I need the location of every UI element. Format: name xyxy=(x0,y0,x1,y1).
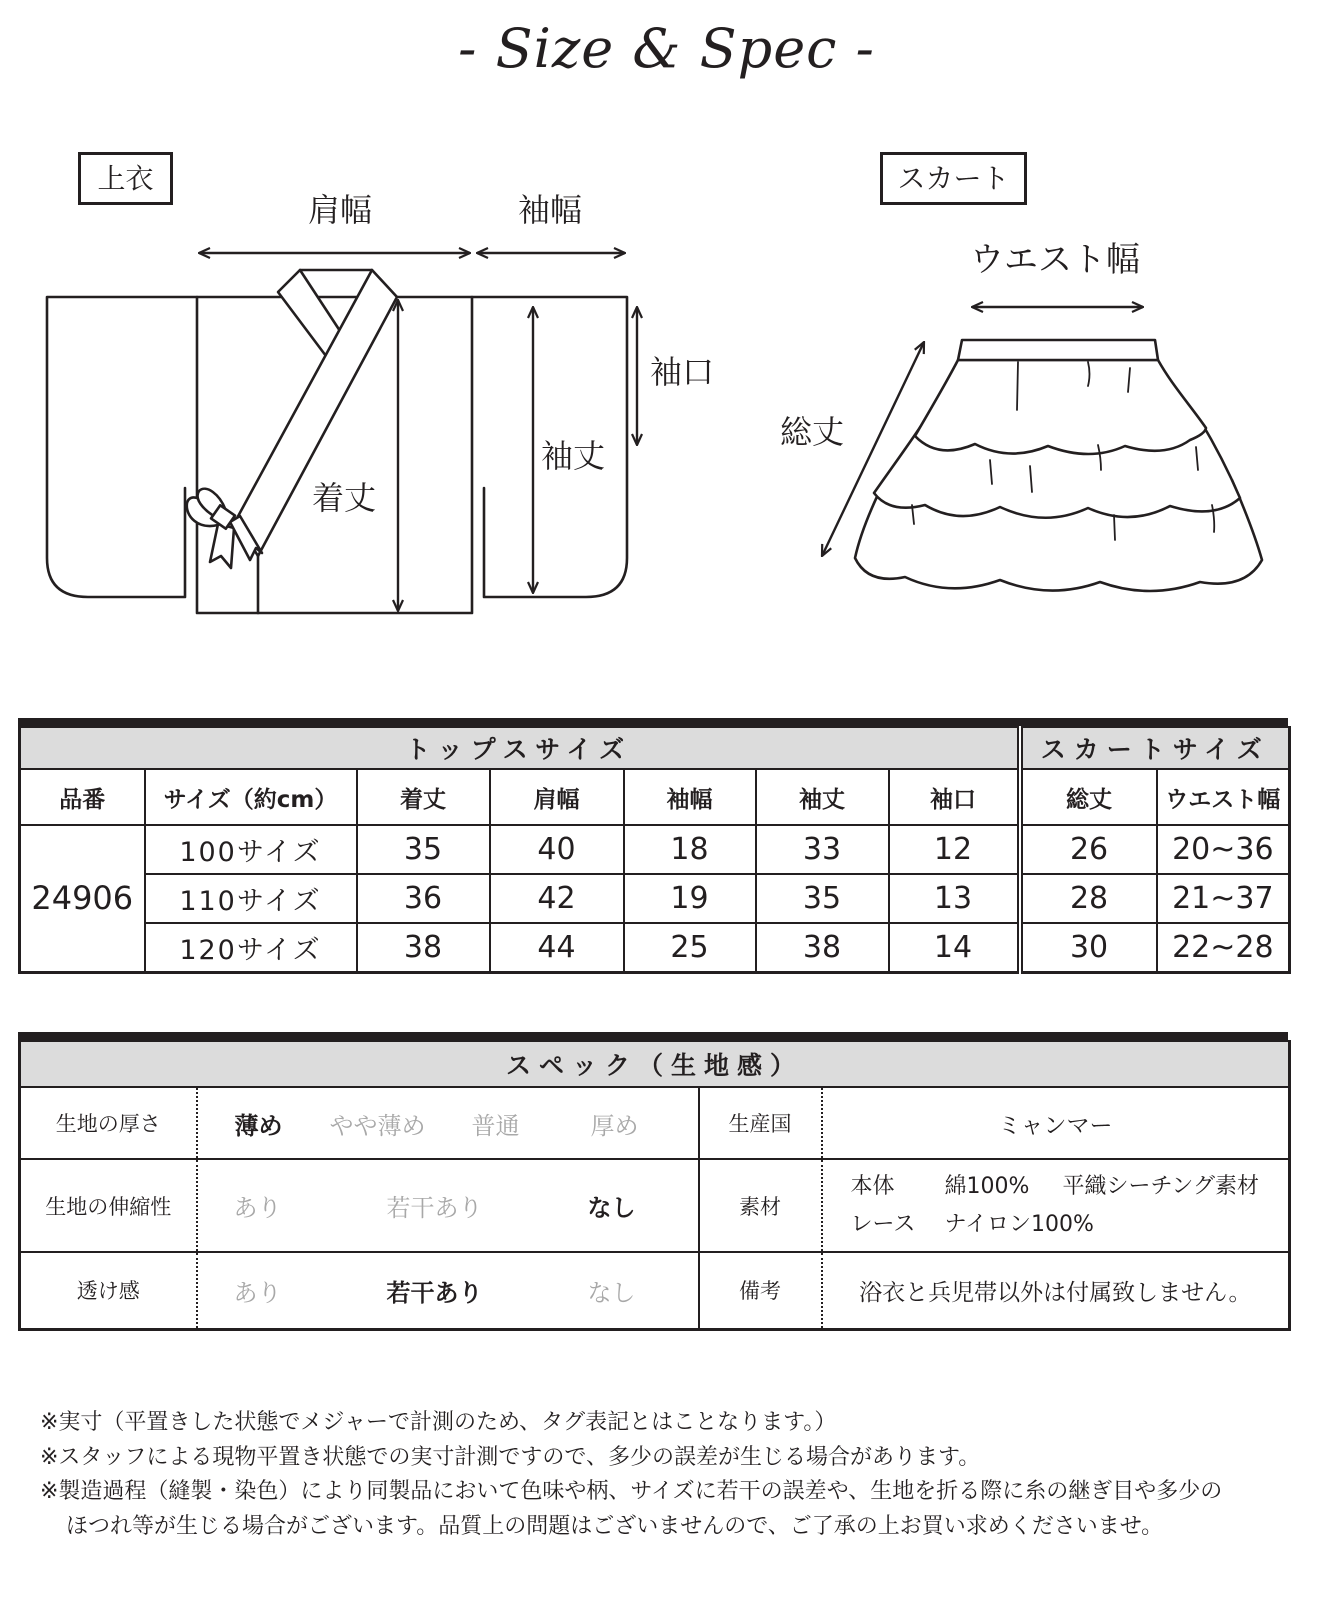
cell-sleeve-length: 38 xyxy=(756,923,889,972)
cell-cuff: 14 xyxy=(889,923,1020,972)
table-group-header-row xyxy=(20,727,1290,769)
col-header-size: サイズ（約cm） xyxy=(145,769,357,825)
cell-skirt-length: 28 xyxy=(1020,874,1157,923)
col-header-code: 品番 xyxy=(20,769,145,825)
info-label: 素材 xyxy=(699,1159,822,1252)
cell-sleeve-width: 19 xyxy=(624,874,756,923)
info-label: 備考 xyxy=(699,1252,822,1329)
cell-cuff: 13 xyxy=(889,874,1020,923)
cell-waist-width: 21~37 xyxy=(1157,874,1290,923)
col-header-skirt-length: 総丈 xyxy=(1020,769,1157,825)
col-header-sleeve-length: 袖丈 xyxy=(756,769,889,825)
cell-shoulder-width: 40 xyxy=(490,825,624,874)
cell-length: 35 xyxy=(357,825,490,874)
label-shoulder-width: 肩幅 xyxy=(307,191,372,229)
material-part: レース xyxy=(850,1211,916,1237)
cell-size: 100サイズ xyxy=(145,825,357,874)
info-value-country: ミャンマー xyxy=(822,1087,1290,1159)
option-scale xyxy=(198,1106,698,1141)
spec-row-thickness xyxy=(20,1087,1290,1159)
material-part: 本体 xyxy=(850,1173,895,1199)
footnote-line: ※製造過程（縫製・染色）により同製品において色味や柄、サイズに若干の誤差や、生地を折る際に糸の継ぎ目や多少の xyxy=(40,1479,1223,1504)
spec-option: あり xyxy=(233,1194,282,1222)
spec-row-sheerness xyxy=(20,1252,1290,1329)
spec-table xyxy=(18,1032,1288,1331)
col-header-cuff: 袖口 xyxy=(889,769,1020,825)
label-total-length: 総丈 xyxy=(780,413,845,451)
label-cuff: 袖口 xyxy=(650,353,715,391)
skirt-diagram-label: スカート xyxy=(880,152,1027,205)
spec-header: スペック（生地感） xyxy=(20,1041,1290,1087)
garment-diagrams xyxy=(0,0,1333,660)
cell-shoulder-width: 44 xyxy=(490,923,624,972)
spec-option: 普通 xyxy=(471,1111,520,1140)
footnote-line: ※実寸（平置きした状態でメジャーで計測のため、タグ表記とはことなります。） xyxy=(40,1410,837,1435)
cell-skirt-length: 30 xyxy=(1020,923,1157,972)
spec-option: 厚め xyxy=(590,1111,639,1140)
spec-options xyxy=(197,1252,699,1329)
spec-row-stretch xyxy=(20,1159,1290,1252)
page-title: - Size & Spec - xyxy=(458,17,875,80)
spec-option: あり xyxy=(233,1278,282,1307)
col-header-shoulder-width: 肩幅 xyxy=(490,769,624,825)
cell-size: 120サイズ xyxy=(145,923,357,972)
col-header-waist-width: ウエスト幅 xyxy=(1157,769,1290,825)
label-sleeve-width: 袖幅 xyxy=(517,191,582,229)
col-header-length: 着丈 xyxy=(357,769,490,825)
cell-waist-width: 20~36 xyxy=(1157,825,1290,874)
size-table xyxy=(18,718,1288,974)
info-value-materials xyxy=(822,1159,1290,1252)
cell-sleeve-width: 18 xyxy=(624,825,756,874)
gather-line xyxy=(1017,362,1018,410)
table-column-header-row xyxy=(20,769,1290,825)
jacket-left-sleeve xyxy=(47,297,197,597)
option-scale xyxy=(198,1273,698,1308)
material-content: ナイロン100% xyxy=(944,1211,1094,1237)
cell-sleeve-length: 33 xyxy=(756,825,889,874)
material-note: 平織シーチング素材 xyxy=(1062,1173,1259,1199)
material-content: 綿100% xyxy=(944,1173,1030,1199)
info-value-remarks: 浴衣と兵児帯以外は付属致しません。 xyxy=(822,1252,1290,1329)
col-header-sleeve-width: 袖幅 xyxy=(624,769,756,825)
material-line xyxy=(851,1168,1289,1206)
option-scale xyxy=(198,1188,698,1223)
spec-option: なし xyxy=(587,1278,636,1307)
table-row xyxy=(20,874,1290,923)
info-label: 生産国 xyxy=(699,1087,822,1159)
size-table-grid xyxy=(18,726,1291,974)
spec-label: 生地の伸縮性 xyxy=(20,1159,197,1252)
skirt-size-header: スカートサイズ xyxy=(1020,727,1290,769)
spec-option: なし xyxy=(587,1194,636,1222)
spec-table-grid xyxy=(18,1040,1291,1331)
footnotes xyxy=(40,1406,1222,1544)
table-row xyxy=(20,825,1290,874)
label-waist-width: ウエスト幅 xyxy=(970,240,1140,280)
footnote-line: ほつれ等が生じる場合がございます。品質上の問題はございませんので、ご了承の上お買い求めくださいませ。 xyxy=(66,1513,1164,1539)
spec-option: 薄め xyxy=(234,1111,283,1140)
spec-options xyxy=(197,1087,699,1159)
label-length: 着丈 xyxy=(312,479,377,517)
cell-skirt-length: 26 xyxy=(1020,825,1157,874)
footnote-line: ※スタッフによる現物平置き状態での実寸計測ですので、多少の誤差が生じる場合があります。 xyxy=(40,1444,981,1470)
jacket-drawing xyxy=(47,270,627,613)
table-row xyxy=(20,923,1290,972)
skirt-drawing xyxy=(855,340,1262,591)
spec-header-row xyxy=(20,1041,1290,1087)
product-code: 24906 xyxy=(20,825,145,972)
cell-size: 110サイズ xyxy=(145,874,357,923)
cell-length: 36 xyxy=(357,874,490,923)
cell-shoulder-width: 42 xyxy=(490,874,624,923)
spec-options xyxy=(197,1159,699,1252)
spec-option: 若干あり xyxy=(386,1194,483,1222)
material-line xyxy=(851,1206,1289,1244)
skirt-tier-1 xyxy=(915,360,1206,454)
spec-label: 透け感 xyxy=(20,1252,197,1329)
spec-option: やや薄め xyxy=(329,1111,426,1140)
cell-waist-width: 22~28 xyxy=(1157,923,1290,972)
cell-sleeve-length: 35 xyxy=(756,874,889,923)
spec-option: 若干あり xyxy=(386,1278,483,1307)
skirt-waistband xyxy=(958,340,1158,360)
gather-line xyxy=(1114,515,1115,540)
cell-length: 38 xyxy=(357,923,490,972)
spec-label: 生地の厚さ xyxy=(20,1087,197,1159)
cell-cuff: 12 xyxy=(889,825,1020,874)
label-sleeve-length: 袖丈 xyxy=(541,437,606,475)
top-diagram-label: 上衣 xyxy=(78,152,173,205)
cell-sleeve-width: 25 xyxy=(624,923,756,972)
tops-size-header: トップスサイズ xyxy=(20,727,1020,769)
